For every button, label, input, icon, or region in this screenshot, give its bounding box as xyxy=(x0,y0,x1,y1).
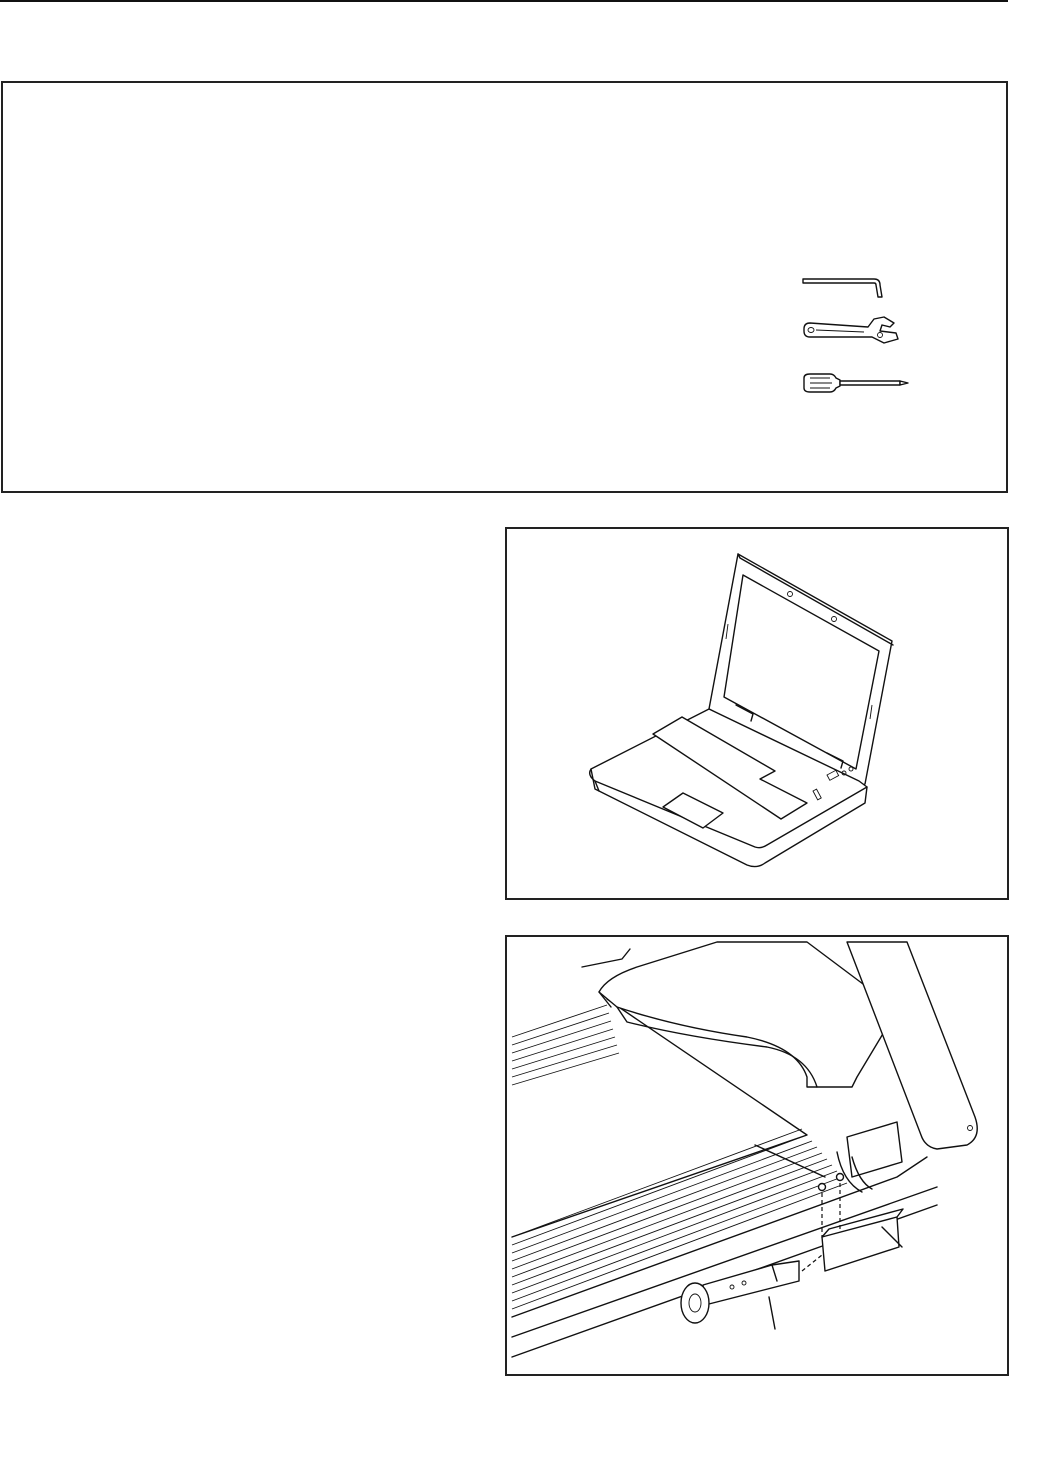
phillips-screwdriver-icon xyxy=(800,369,915,397)
adjustable-wrench-icon xyxy=(798,313,908,347)
laptop-figure xyxy=(505,527,1009,900)
top-rule xyxy=(0,0,1008,2)
tools-panel xyxy=(1,81,1008,493)
treadmill-figure xyxy=(505,935,1009,1376)
treadmill-wheel-assembly-illustration xyxy=(507,937,1007,1374)
hex-key-icon xyxy=(800,275,890,301)
laptop-illustration xyxy=(507,529,1007,898)
